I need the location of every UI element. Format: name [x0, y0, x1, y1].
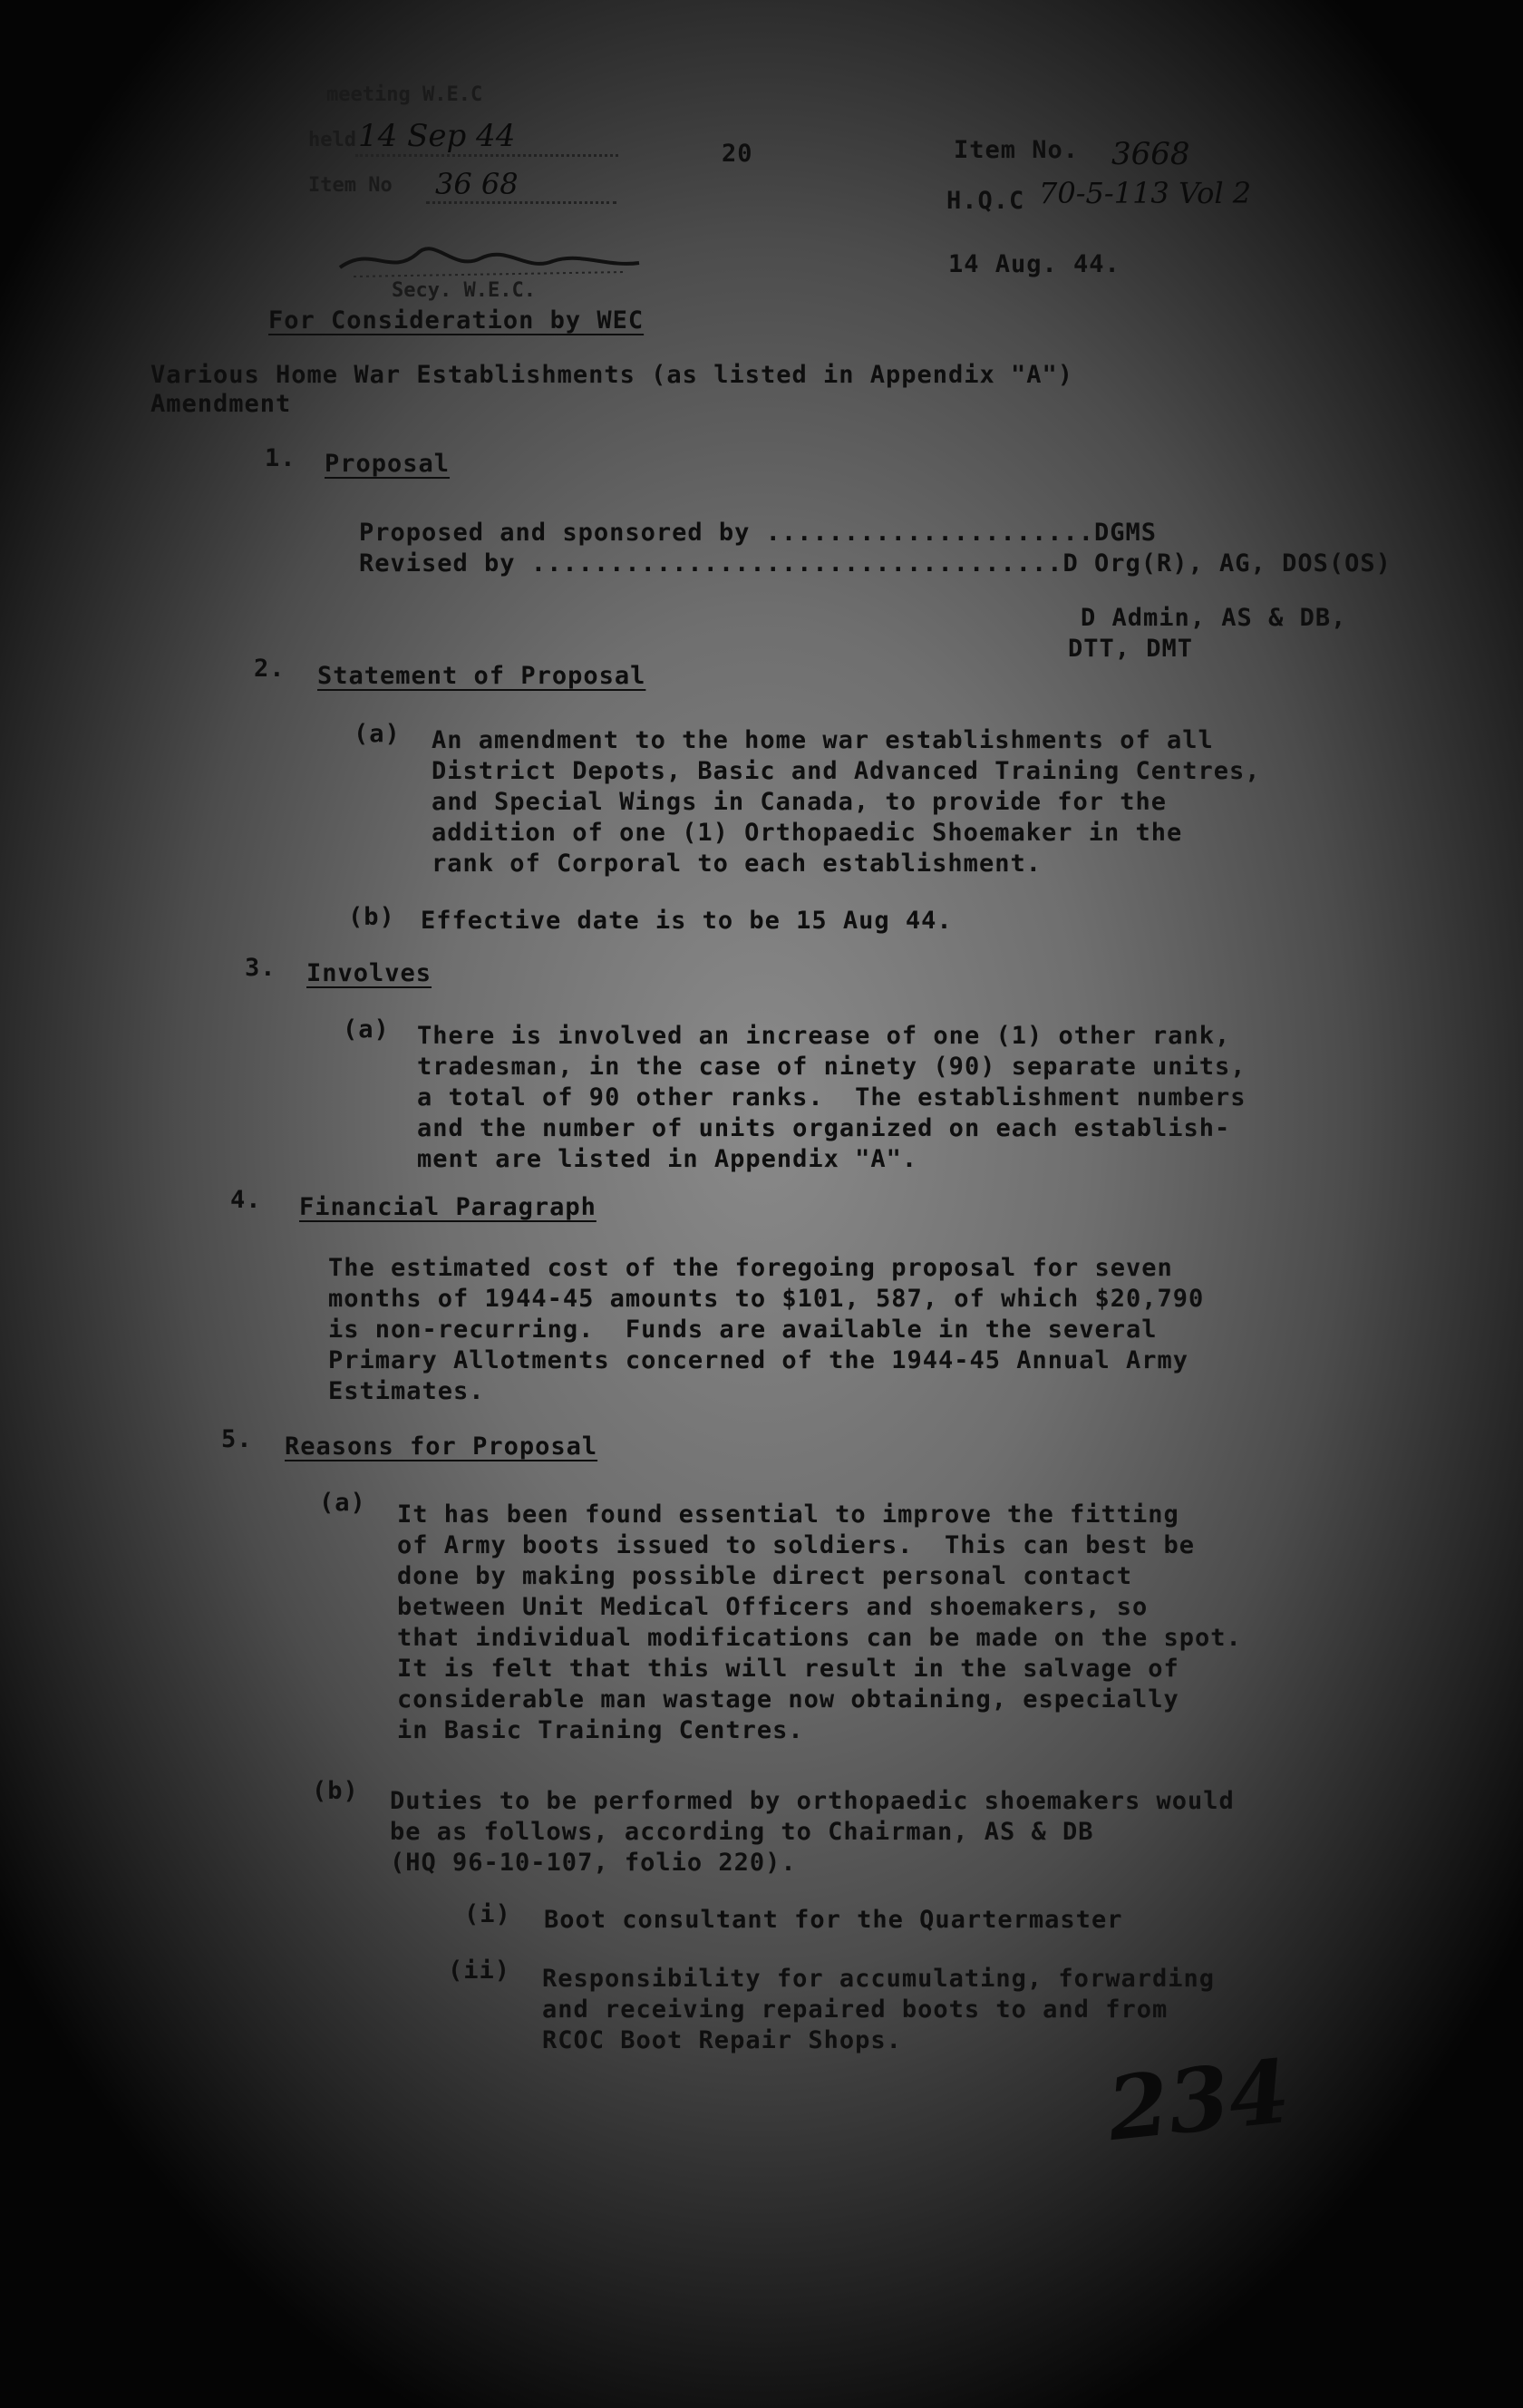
s4-heading: Financial Paragraph	[299, 1193, 597, 1221]
title-line1: Various Home War Establishments (as listed in Appendix "A")	[150, 361, 1074, 389]
item-no-label: Item No.	[954, 136, 1080, 164]
s3-a-text	[417, 1021, 1247, 1175]
s5-heading: Reasons for Proposal	[285, 1432, 598, 1461]
s4-line: is non-recurring. Funds are available in the several	[328, 1316, 1158, 1344]
s5-ii-line: and receiving repaired boots to and from	[542, 1995, 1169, 2024]
stamp-item-value: 36 68	[435, 167, 519, 201]
s5-a-line: It has been found essential to improve the fitting	[397, 1500, 1179, 1529]
s5-ii-label: (ii)	[448, 1956, 511, 1985]
s5-i-text: Boot consultant for the Quartermaster	[544, 1906, 1123, 1934]
s4-line: Estimates.	[328, 1377, 485, 1405]
s4-line: The estimated cost of the foregoing proposal for seven	[328, 1254, 1173, 1282]
s2-a-text	[432, 725, 1261, 879]
s2-a-line: addition of one (1) Orthopaedic Shoemaker in the	[432, 819, 1183, 847]
s5-b-label: (b)	[312, 1777, 359, 1805]
s5-b-line: be as follows, according to Chairman, AS & DB	[390, 1818, 1094, 1846]
s4-line: months of 1944-45 amounts to $101, 587, of which $20,790	[328, 1285, 1205, 1313]
s5-a-line: It is felt that this will result in the salvage of	[397, 1655, 1179, 1683]
s1-revised-cont1: D Admin, AS & DB,	[1081, 604, 1347, 632]
hqc-value: 70-5-113 Vol 2	[1039, 176, 1252, 210]
s2-b-text: Effective date is to be 15 Aug 44.	[421, 907, 953, 935]
stamp-secy: Secy. W.E.C.	[392, 279, 536, 302]
s2-a-label: (a)	[354, 720, 401, 748]
s1-heading: Proposal	[325, 450, 451, 478]
s1-number: 1.	[265, 444, 296, 472]
s5-a-line: considerable man wastage now obtaining, especially	[397, 1685, 1179, 1714]
s5-a-text	[397, 1500, 1242, 1746]
stamp-committee: meeting W.E.C	[326, 83, 483, 106]
s5-b-line: (HQ 96-10-107, folio 220).	[390, 1849, 797, 1877]
s5-b-text	[390, 1786, 1235, 1879]
s5-ii-line: Responsibility for accumulating, forwarding	[542, 1965, 1215, 1993]
s3-a-line: a total of 90 other ranks. The establishment numbers	[417, 1083, 1247, 1112]
s2-a-line: An amendment to the home war establishments of all	[432, 726, 1214, 754]
title-line2: Amendment	[150, 390, 292, 418]
s2-b-label: (b)	[348, 903, 395, 931]
for-consideration: For Consideration by WEC	[268, 306, 645, 335]
s3-number: 3.	[245, 954, 276, 982]
stamp-held-dotline	[355, 154, 618, 157]
stamp-held-value: 14 Sep 44	[358, 118, 516, 154]
s3-a-line: There is involved an increase of one (1) other rank,	[417, 1022, 1231, 1050]
s3-a-line: ment are listed in Appendix "A".	[417, 1145, 918, 1173]
s2-a-line: and Special Wings in Canada, to provide for the	[432, 788, 1168, 816]
stamp-item-dotline	[426, 201, 616, 204]
s5-a-line: that individual modifications can be made on the spot.	[397, 1624, 1242, 1652]
s2-a-line: rank of Corporal to each establishment.	[432, 850, 1042, 878]
s3-a-line: and the number of units organized on each establish-	[417, 1114, 1231, 1142]
s4-text	[328, 1253, 1204, 1407]
s2-number: 2.	[254, 655, 286, 683]
s1-sponsored: Proposed and sponsored by .....................DGMS	[359, 519, 1158, 547]
s4-number: 4.	[230, 1186, 262, 1214]
stamp-item-label: Item No	[308, 174, 393, 197]
s2-heading: Statement of Proposal	[317, 662, 646, 690]
page-number: 20	[722, 140, 753, 168]
s4-line: Primary Allotments concerned of the 1944-45 Annual Army	[328, 1346, 1189, 1374]
s2-a-line: District Depots, Basic and Advanced Training Centres,	[432, 757, 1261, 785]
document-date: 14 Aug. 44.	[948, 250, 1120, 278]
s1-revised: Revised by ..................................D Org(R), AG, DOS(OS)	[359, 549, 1392, 578]
s5-a-line: between Unit Medical Officers and shoemakers, so	[397, 1593, 1149, 1621]
s5-a-label: (a)	[319, 1489, 366, 1517]
handwritten-page-number: 234	[1102, 2039, 1295, 2161]
stamp-held-label: held	[308, 129, 356, 151]
s1-revised-cont2: DTT, DMT	[1068, 635, 1194, 663]
s5-number: 5.	[221, 1425, 253, 1453]
s5-ii-line: RCOC Boot Repair Shops.	[542, 2026, 902, 2054]
s5-b-line: Duties to be performed by orthopaedic shoemakers would	[390, 1787, 1235, 1815]
s5-a-line: done by making possible direct personal contact	[397, 1562, 1133, 1590]
s5-ii-text	[542, 1964, 1215, 2056]
s5-i-label: (i)	[464, 1900, 511, 1928]
item-no-value: 3668	[1111, 136, 1190, 172]
s3-a-line: tradesman, in the case of ninety (90) separate units,	[417, 1053, 1247, 1081]
s5-a-line: of Army boots issued to soldiers. This can best be	[397, 1531, 1196, 1559]
s3-heading: Involves	[306, 959, 432, 987]
hqc-label: H.Q.C	[946, 187, 1025, 215]
s5-a-line: in Basic Training Centres.	[397, 1716, 804, 1744]
s3-a-label: (a)	[343, 1015, 390, 1044]
